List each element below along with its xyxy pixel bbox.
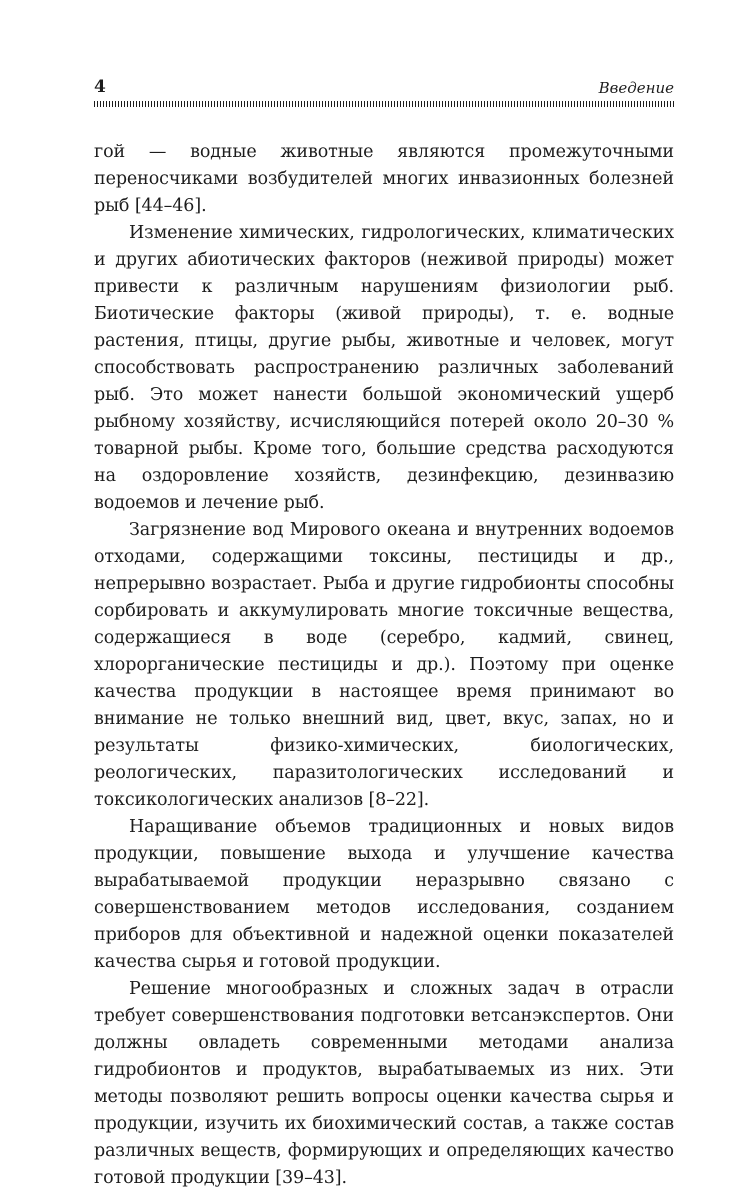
paragraph-abiotic-factors: Изменение химических, гидрологических, климатических и других абиотических факторов (неживой природы) может привести к различным нарушениям физиологии рыб. Биотические факторы (живой природы), т. е. водные растения, птицы, другие рыбы, животные и человек, могут способствовать распространению различных заболеваний рыб. Это может нанести большой экономический ущерб рыбному хозяйству, исчисляющийся потерей около 20–30 % товарной рыбы. Кроме того, большие средства расходуются на оздоровление хозяйств, дезинфекцию, дезинвазию водоемов и лечение рыб. — [94, 223, 674, 513]
paragraph-continuation: гой — водные животные являются промежуточными переносчиками возбудителей многих инвазионных болезней рыб [44–46]. — [94, 142, 674, 216]
page-number: 4 — [94, 77, 106, 97]
paragraph-water-pollution: Загрязнение вод Мирового океана и внутренних водоемов отходами, содержащими токсины, пестициды и др., непрерывно возрастает. Рыба и другие гидробионты способны сорбировать и аккумулировать многие токсичные вещества, содержащиеся в воде (серебро, кадмий, свинец, хлорорганические пестициды и др.). Поэтому при оценке качества продукции в настоящее время принимают во внимание не только внешний вид, цвет, вкус, запах, но и результаты физико-химических, биологических, реологических, паразитологических исследований и токсикологических анализов [8–22]. — [94, 520, 674, 810]
body-text — [94, 139, 674, 1192]
paragraph-expert-training: Решение многообразных и сложных задач в отрасли требует совершенствования подготовки ветсанэкспертов. Они должны овладеть современными методами анализа гидробионтов и продуктов, вырабатываемых из них. Эти методы позволяют решить вопросы оценки качества сырья и продукции, изучить их биохимический состав, а также состав различных веществ, формирующих и определяющих качество готовой продукции [39–43]. — [94, 979, 674, 1188]
running-header — [94, 76, 674, 102]
header-rule — [94, 101, 674, 107]
paragraph-production-growth: Наращивание объемов традиционных и новых видов продукции, повышение выхода и улучшение качества вырабатываемой продукции неразрывно связано с совершенствованием методов исследования, созданием приборов для объективной и надежной оценки показателей качества сырья и готовой продукции. — [94, 817, 674, 972]
section-title: Введение — [598, 79, 674, 97]
